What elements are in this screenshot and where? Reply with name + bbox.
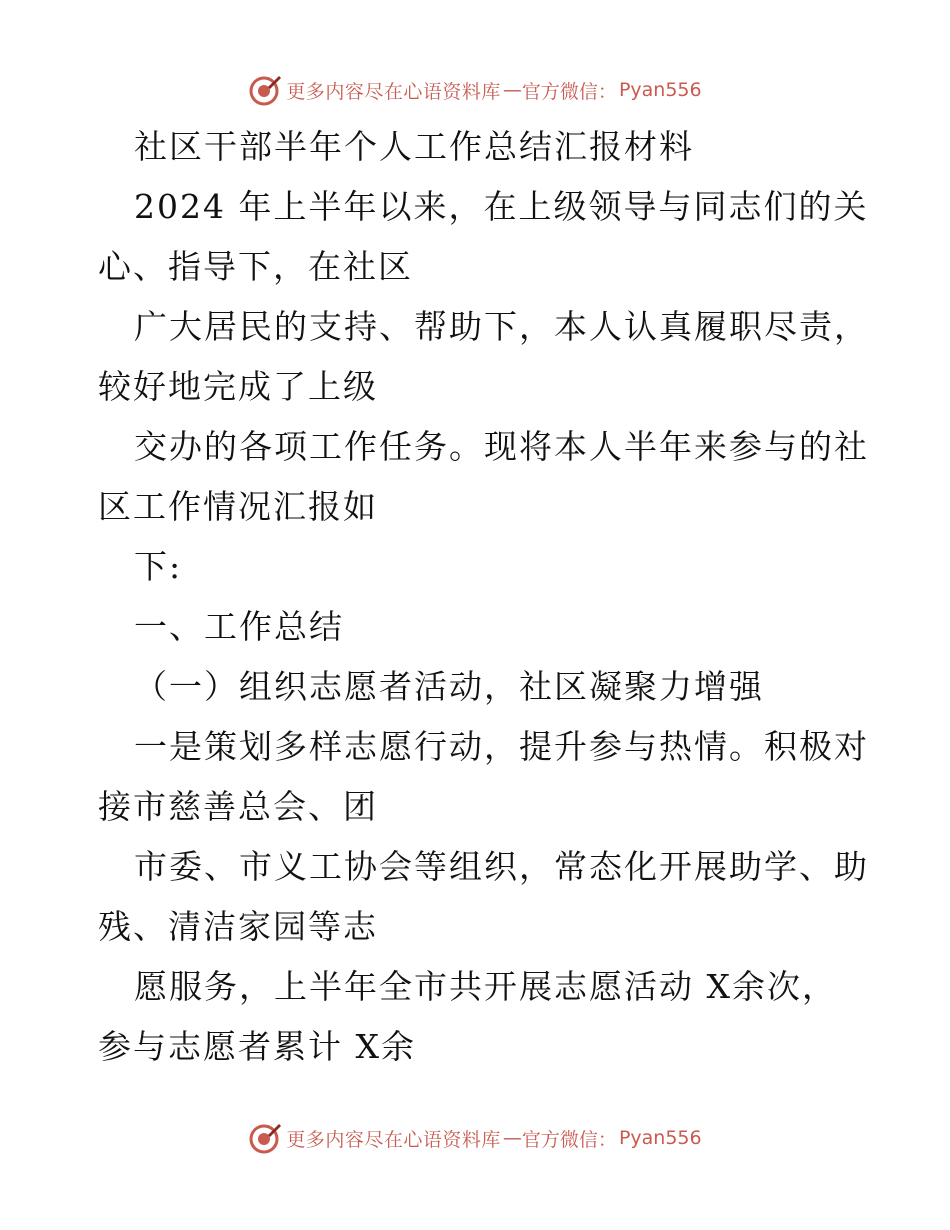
text-line: 心、指导下，在社区 [98,247,413,286]
text-line: 交办的各项工作任务。现将本人半年来参与的社 [134,427,869,466]
text-line: 区工作情况汇报如 [98,487,378,526]
text-line: （一）组织志愿者活动，社区凝聚力增强 [134,667,764,706]
text-line: 较好地完成了上级 [98,367,378,406]
text-line: 一是策划多样志愿行动，提升参与热情。积极对 [134,727,869,766]
watermark-label: 官方微信： [521,80,617,103]
watermark-separator: — [502,1127,522,1149]
text-line: 2024 年上半年以来，在上级领导与同志们的关 [134,187,869,226]
text-line: 残、清洁家园等志 [98,907,378,946]
pen-logo-icon [248,1121,282,1155]
text-line: 一、工作总结 [134,607,344,646]
pen-logo-icon [248,73,282,107]
text-line: 愿服务，上半年全市共开展志愿活动 X余次， [134,967,837,1006]
text-line: 下: [134,547,183,586]
watermark-separator: — [502,79,522,101]
text-line: 参与志愿者累计 X余 [98,1027,416,1066]
footer-watermark [0,1118,950,1158]
watermark-label: 官方微信： [521,1128,617,1151]
text-line: 市委、市义工协会等组织，常态化开展助学、助 [134,847,869,886]
watermark-text: 更多内容尽在心语资料库 [286,80,501,103]
text-line: 接市慈善总会、团 [98,787,378,826]
text-line: 广大居民的支持、帮助下，本人认真履职尽责， [134,307,869,346]
document-title: 社区干部半年个人工作总结汇报材料 [134,127,694,166]
watermark-id: Pyan556 [618,1127,702,1149]
watermark-id: Pyan556 [618,79,702,101]
header-watermark [0,70,950,110]
watermark-text: 更多内容尽在心语资料库 [286,1128,501,1151]
document-body [98,117,868,1077]
